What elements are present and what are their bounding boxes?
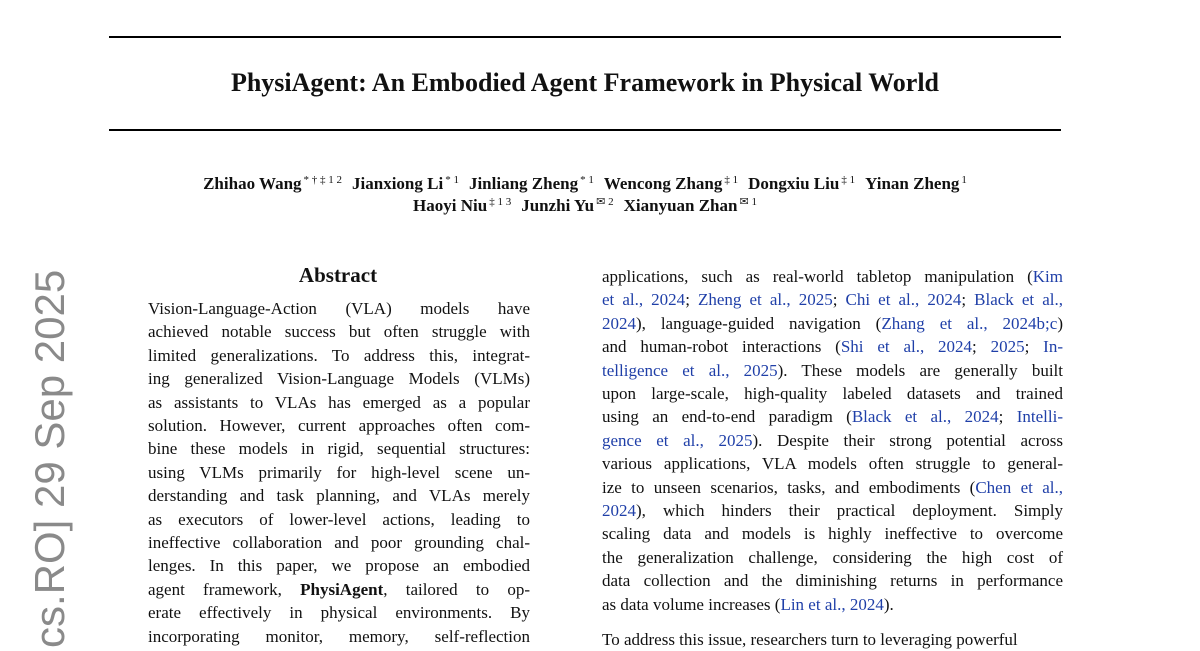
author-name-text: Jianxiong Li (352, 174, 444, 193)
text-line (602, 569, 1063, 592)
author-affiliation-marks: * 1 (580, 174, 594, 186)
abstract-text (148, 297, 530, 648)
text-segment: as data volume increases ( (602, 594, 781, 614)
author-affiliation-marks: ‡ 1 3 (489, 196, 512, 208)
author-name-text: Jinliang Zheng (468, 174, 579, 193)
text-segment: ). These models are generally built (777, 360, 1063, 380)
arxiv-side-stamp: cs.RO] 29 Sep 2025 (26, 269, 73, 648)
author-affiliation-marks: ‡ 1 (724, 174, 739, 186)
citation-link[interactable]: 2025 (990, 337, 1025, 357)
author-name-text: Junzhi Yu (521, 196, 595, 215)
text-line: solution. However, current approaches often com- (148, 416, 530, 436)
author-name-text: Haoyi Niu (413, 196, 488, 215)
text-segment: using an end-to-end paradigm ( (602, 407, 852, 427)
text-segment: ). (883, 594, 894, 614)
text-line: using VLMs primarily for high-level scene un- (148, 462, 530, 482)
author-name (748, 174, 855, 193)
text-line (602, 312, 1063, 335)
citation-link[interactable]: In- (1043, 337, 1063, 357)
abstract-heading: Abstract (298, 263, 378, 287)
citation-link[interactable]: 2024 (602, 313, 636, 333)
text-line (602, 359, 1063, 382)
text-line (602, 265, 1063, 288)
citation-link[interactable]: et al., 2024 (602, 290, 686, 310)
title-rule-top (109, 36, 1061, 38)
text-line: as assistants to VLAs has emerged as a popular (148, 392, 530, 412)
text-line (602, 452, 1063, 475)
text-segment: agent framework, (148, 579, 301, 599)
text-segment: ; (685, 290, 698, 310)
citation-link[interactable]: Intelli- (1016, 407, 1063, 427)
text-line (602, 593, 1063, 616)
author-affiliation-marks: * † ‡ 1 2 (303, 174, 343, 186)
text-segment: ; (972, 337, 991, 357)
text-line (602, 429, 1063, 452)
text-segment: scaling data and models is highly ineffective to overcome (602, 524, 1063, 544)
text-line: ing generalized Vision-Language Models (VLMs) (148, 369, 530, 389)
author-name (469, 174, 594, 193)
framework-name: PhysiAgent (300, 579, 384, 599)
text-line (602, 405, 1063, 428)
text-segment: data collection and the diminishing returns in performance (602, 571, 1063, 591)
text-line (602, 546, 1063, 569)
author-name-text: Wencong Zhang (603, 174, 723, 193)
text-segment: ; (832, 290, 846, 310)
text-line (148, 578, 530, 601)
text-line: lenges. In this paper, we propose an embodied (148, 556, 530, 576)
author-name (203, 174, 342, 193)
text-segment: ; (998, 407, 1017, 427)
author-name-text: Xianyuan Zhan (623, 196, 738, 215)
text-segment: , tailored to op- (383, 579, 530, 599)
text-segment: ), which hinders their practical deployment. Simply (636, 501, 1063, 521)
author-name (521, 196, 613, 215)
text-segment: various applications, VLA models often struggle to general- (602, 454, 1063, 474)
citation-link[interactable]: gence et al., 2025 (602, 430, 753, 450)
citation-link[interactable]: Chen et al., (975, 477, 1063, 497)
citation-link[interactable]: telligence et al., 2025 (602, 360, 778, 380)
author-affiliation-marks: ‡ 1 (841, 174, 856, 186)
citation-link[interactable]: Black et al., (974, 290, 1063, 310)
text-line (602, 382, 1063, 405)
text-segment: upon large-scale, high-quality labeled datasets and trained (602, 384, 1063, 404)
text-segment: ; (961, 290, 975, 310)
text-line: bine these models in rigid, sequential structures: (148, 439, 530, 459)
author-name (865, 174, 967, 193)
author-name (604, 174, 738, 193)
citation-link[interactable]: Lin et al., 2024 (780, 594, 884, 614)
text-line (602, 335, 1063, 358)
author-affiliation-marks: ✉ 2 (596, 196, 614, 208)
title-rule-bottom (109, 129, 1061, 131)
text-line: as executors of lower-level actions, leading to (148, 509, 530, 529)
text-line: derstanding and task planning, and VLAs merely (148, 486, 530, 506)
author-line-2 (109, 195, 1061, 217)
citation-link[interactable]: Zheng et al., 2025 (698, 290, 833, 310)
paper-title: PhysiAgent: An Embodied Agent Framework in Physical World (230, 68, 940, 97)
text-line (602, 522, 1063, 545)
author-name (624, 196, 757, 215)
author-name-text: Yinan Zheng (865, 174, 960, 193)
citation-link[interactable]: Shi et al., 2024 (840, 337, 973, 357)
text-segment: and human-robot interactions ( (602, 337, 841, 357)
text-line: ineffective collaboration and poor grounding chal- (148, 533, 530, 553)
text-segment: applications, such as real-world tabletop manipulation ( (602, 267, 1033, 286)
text-segment: ), language-guided navigation ( (636, 313, 882, 333)
intro-paragraph (602, 265, 1063, 616)
text-line: incorporating monitor, memory, self-reflection (148, 626, 530, 646)
citation-link[interactable]: Chi et al., 2024 (845, 290, 962, 310)
citation-link[interactable]: Kim (1032, 267, 1063, 286)
citation-link[interactable]: 2024 (602, 501, 636, 521)
intro-paragraph-2-line: To address this issue, researchers turn to leveraging powerful (602, 630, 1018, 649)
author-name (413, 196, 511, 215)
author-affiliation-marks: * 1 (445, 174, 459, 186)
text-line: Vision-Language-Action (VLA) models have (148, 299, 530, 318)
text-line: erate effectively in physical environments. By (148, 603, 530, 623)
text-segment: ) (1057, 313, 1063, 333)
text-segment: ). Despite their strong potential across (752, 430, 1063, 450)
author-name (352, 174, 459, 193)
author-affiliation-marks: 1 (961, 174, 967, 186)
author-list (109, 173, 1061, 217)
citation-link[interactable]: Black et al., 2024 (851, 407, 999, 427)
citation-link[interactable]: Zhang et al., 2024b;c (881, 313, 1058, 333)
author-line-1 (109, 173, 1061, 195)
author-name-text: Dongxiu Liu (748, 174, 840, 193)
text-line (602, 476, 1063, 499)
text-line (602, 288, 1063, 311)
text-segment: ; (1024, 337, 1044, 357)
text-line: achieved notable success but often struggle with (148, 322, 530, 342)
text-line (602, 499, 1063, 522)
text-line: limited generalizations. To address this, integrat- (148, 345, 530, 365)
author-affiliation-marks: ✉ 1 (739, 196, 757, 208)
author-name-text: Zhihao Wang (203, 174, 302, 193)
text-segment: the generalization challenge, considering the high cost of (602, 547, 1063, 567)
text-segment: ize to unseen scenarios, tasks, and embodiments ( (602, 477, 976, 497)
